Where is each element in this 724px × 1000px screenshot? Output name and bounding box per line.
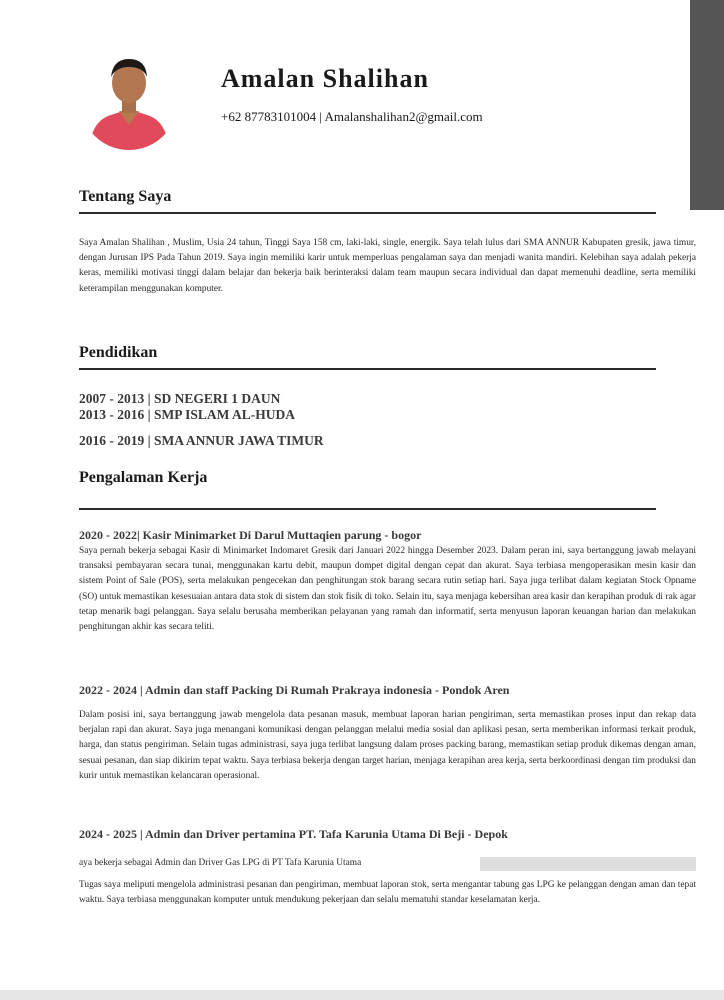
job-title: 2020 - 2022| Kasir Minimarket Di Darul Muttaqien parung - bogor xyxy=(79,528,422,542)
section-divider xyxy=(79,368,656,370)
profile-photo xyxy=(79,47,179,150)
section-divider xyxy=(79,508,656,510)
job-description: Tugas saya meliputi mengelola administrasi pesanan dan pengiriman, membuat laporan stok, serta mengantar tabung gas LPG ke pelanggan dengan aman dan tepat waktu. Saya terbiasa menggunakan komputer untuk mendukung pekerjaan dan selalu mematuhi standar keselamatan kerja. xyxy=(79,880,696,906)
about-paragraph: Saya Amalan Shalihan , Muslim, Usia 24 tahun, Tinggi Saya 158 cm, laki-laki, single, energik. Saya telah lulus dari SMA ANNUR Kabupaten gresik, jawa timur, dengan Jurusan IPS Pada Tahun 2019. Saya ingin memiliki karir untuk memperluas pengalaman saya dan menjadi wanita mandiri. Kelebihan saya adalah pekerja keras, memiliki motivasi tinggi dalam belajar dan bekerja baik berinteraksi dalam team maupun secara individual dan dapat memenuhi deadline, serta memiliki keterampilan menggunakan komputer. xyxy=(79,238,696,294)
contact-info: +62 87783101004 | Amalanshalihan2@gmail.com xyxy=(221,109,483,124)
page-bottom-edge xyxy=(0,990,724,1000)
education-item: 2007 - 2013 | SD NEGERI 1 DAUN xyxy=(79,391,281,406)
job-description: Saya pernah bekerja sebagai Kasir di Minimarket Indomaret Gresik dari Januari 2022 hingga Desember 2023. Dalam peran ini, saya bertanggung jawab melayani transaksi pembayaran secara tunai, menggunakan kartu debit, maupun dompet digital dengan cepat dan akurat. Saya terbiasa mengoperasikan mesin kasir dan sistem Point of Sale (POS), serta melakukan pengecekan dan penghitungan stok barang secara rutin setiap hari. Saya juga terlibat dalam kegiatan Stock Opname (SO) untuk memastikan kesesuaian antara data stok di sistem dan stok fisik di toko. Selain itu, saya menjaga kebersihan area kasir dan kerapihan produk di rak agar tetap menarik bagi pelanggan. Saya selalu berusaha memberikan pelayanan yang ramah dan informatif, serta menyusun laporan keuangan harian dan melakukan penghitungan akhir kas secara teliti. xyxy=(79,546,696,633)
redacted-text-bar xyxy=(480,857,696,871)
job-title: 2024 - 2025 | Admin dan Driver pertamina PT. Tafa Karunia Utama Di Beji - Depok xyxy=(79,827,508,841)
education-item: 2016 - 2019 | SMA ANNUR JAWA TIMUR xyxy=(79,433,324,448)
job-title: 2022 - 2024 | Admin dan staff Packing Di Rumah Prakraya indonesia - Pondok Aren xyxy=(79,683,510,697)
section-divider xyxy=(79,212,656,214)
about-section-title: Tentang Saya xyxy=(79,188,172,205)
education-section-title: Pendidikan xyxy=(79,344,158,361)
experience-section-title: Pengalaman Kerja xyxy=(79,469,208,486)
education-item: 2013 - 2016 | SMP ISLAM AL-HUDA xyxy=(79,407,295,422)
job-description-line: aya bekerja sebagai Admin dan Driver Gas LPG di PT Tafa Karunia Utama xyxy=(79,858,362,868)
candidate-name: Amalan Shalihan xyxy=(221,64,429,93)
job-description: Dalam posisi ini, saya bertanggung jawab mengelola data pesanan masuk, membuat laporan harian pengiriman, serta memastikan proses input dan rekap data berjalan rapi dan akurat. Saya juga menangani komunikasi dengan pelanggan melalui media sosial dan aplikasi pesan, serta memberikan informasi terkait produk, harga, dan status pengiriman. Selain tugas administrasi, saya juga terlibat langsung dalam proses packing barang, memastikan setiap produk dikemas dengan aman, sesuai pesanan, dan siap dikirim tepat waktu. Saya terbiasa bekerja dengan target harian, menjaga kerapihan area kerja, serta berkoordinasi dengan tim produksi dan kurir untuk memastikan kelancaran operasional. xyxy=(79,710,696,781)
dark-side-bar xyxy=(690,0,724,210)
person-photo-icon xyxy=(79,47,179,150)
